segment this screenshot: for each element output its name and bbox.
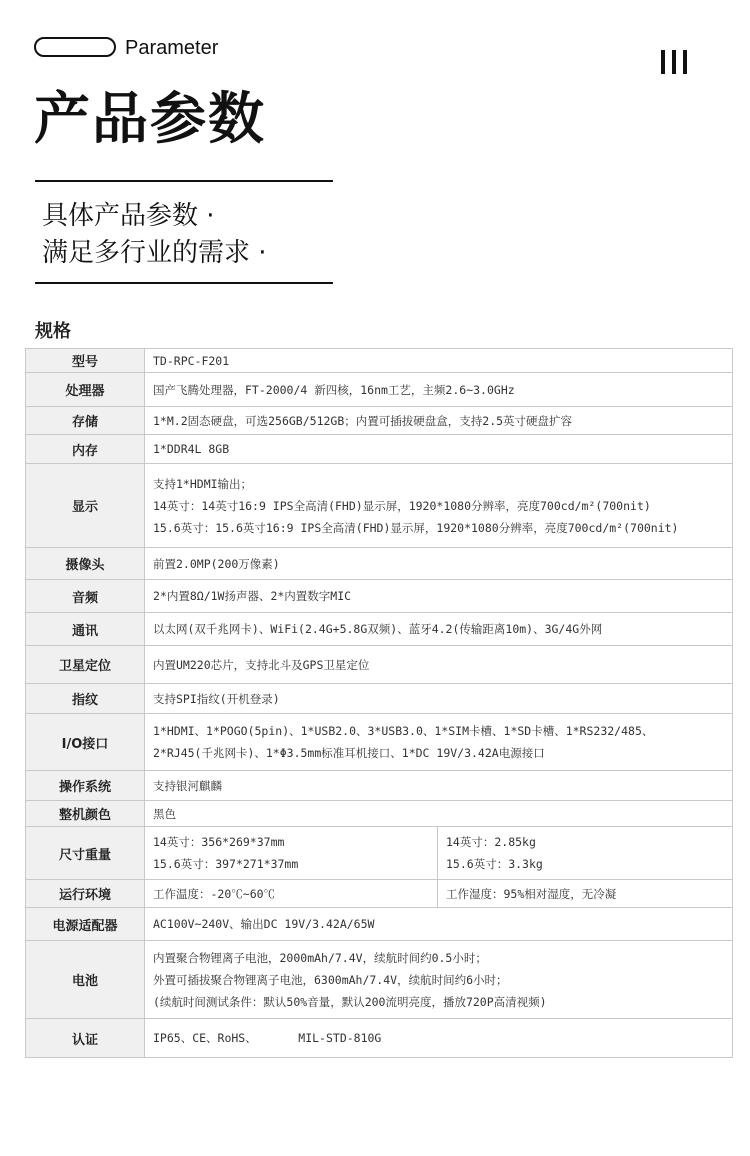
table-row	[26, 714, 733, 771]
spec-label: 尺寸重量	[26, 827, 145, 880]
table-row	[26, 827, 733, 880]
spec-value: 2*内置8Ω/1W扬声器、2*内置数字MIC	[145, 580, 733, 613]
spec-value: 以太网(双千兆网卡)、WiFi(2.4G+5.8G双频)、蓝牙4.2(传输距离10m)、3G/4G外网	[145, 613, 733, 646]
spec-label: 指纹	[26, 684, 145, 714]
spec-label: 电源适配器	[26, 908, 145, 941]
spec-value: 1*HDMI、1*POGO(5pin)、1*USB2.0、3*USB3.0、1*SIM卡槽、1*SD卡槽、1*RS232/485、 2*RJ45(千兆网卡)、1*Φ3.5mm标准耳机接口、1*DC 19V/3.42A电源接口	[145, 714, 733, 771]
table-row	[26, 613, 733, 646]
spec-value: TD-RPC-F201	[145, 349, 733, 373]
spec-value: 前置2.0MP(200万像素)	[145, 548, 733, 580]
table-row	[26, 880, 733, 908]
spec-label: 存储	[26, 407, 145, 435]
slogan-line-1: 具体产品参数 ·	[42, 201, 215, 231]
spec-value: 内置UM220芯片，支持北斗及GPS卫星定位	[145, 646, 733, 684]
table-row	[26, 941, 733, 1019]
slogan-line-2: 满足多行业的需求 ·	[42, 238, 267, 268]
spec-value-temperature: 工作温度：-20℃~60℃	[145, 880, 438, 908]
spec-label: 摄像头	[26, 548, 145, 580]
divider-top	[35, 180, 333, 182]
spec-value: 黑色	[145, 801, 733, 827]
spec-label: 卫星定位	[26, 646, 145, 684]
table-row	[26, 548, 733, 580]
table-row	[26, 908, 733, 941]
spec-label: 显示	[26, 464, 145, 548]
table-row	[26, 1019, 733, 1058]
spec-value: 国产飞腾处理器，FT-2000/4 新四核，16nm工艺，主频2.6~3.0GHz	[145, 373, 733, 407]
spec-value: AC100V~240V、输出DC 19V/3.42A/65W	[145, 908, 733, 941]
menu-bars-icon	[661, 50, 691, 74]
spec-value: 支持SPI指纹(开机登录)	[145, 684, 733, 714]
table-row	[26, 646, 733, 684]
spec-value: IP65、CE、RoHS、 MIL-STD-810G	[145, 1019, 733, 1058]
spec-table	[25, 348, 733, 1058]
spec-label: 音频	[26, 580, 145, 613]
spec-value-weight: 14英寸：2.85kg 15.6英寸：3.3kg	[438, 827, 733, 880]
spec-value-size: 14英寸：356*269*37mm 15.6英寸：397*271*37mm	[145, 827, 438, 880]
table-row	[26, 407, 733, 435]
divider-bottom	[35, 282, 333, 284]
spec-label: 运行环境	[26, 880, 145, 908]
spec-label: 认证	[26, 1019, 145, 1058]
table-row	[26, 771, 733, 801]
table-row	[26, 373, 733, 407]
page-title: 产品参数	[34, 87, 266, 152]
header-english-label: Parameter	[125, 37, 219, 59]
spec-label: 内存	[26, 435, 145, 464]
spec-value-humidity: 工作湿度：95%相对湿度，无冷凝	[438, 880, 733, 908]
table-row	[26, 580, 733, 613]
pill-outline-decoration	[34, 37, 116, 57]
section-title: 规格	[35, 321, 71, 342]
table-row	[26, 349, 733, 373]
spec-value: 内置聚合物锂离子电池，2000mAh/7.4V，续航时间约0.5小时； 外置可插拔聚合物锂离子电池，6300mAh/7.4V，续航时间约6小时； (续航时间测试条件：默认50%音量，默认200流明亮度，播放720P高清视频)	[145, 941, 733, 1019]
table-row	[26, 435, 733, 464]
table-row	[26, 464, 733, 548]
spec-label: I/O接口	[26, 714, 145, 771]
spec-label: 整机颜色	[26, 801, 145, 827]
spec-label: 型号	[26, 349, 145, 373]
spec-value: 支持银河麒麟	[145, 771, 733, 801]
spec-label: 通讯	[26, 613, 145, 646]
spec-value: 支持1*HDMI输出； 14英寸：14英寸16:9 IPS全高清(FHD)显示屏，1920*1080分辨率，亮度700cd/m²(700nit) 15.6英寸：15.6英寸16:9 IPS全高清(FHD)显示屏，1920*1080分辨率，亮度700cd/m²(700nit)	[145, 464, 733, 548]
spec-value: 1*DDR4L 8GB	[145, 435, 733, 464]
spec-label: 处理器	[26, 373, 145, 407]
spec-value: 1*M.2固态硬盘，可选256GB/512GB；内置可插拔硬盘盒，支持2.5英寸硬盘扩容	[145, 407, 733, 435]
spec-label: 操作系统	[26, 771, 145, 801]
table-row	[26, 801, 733, 827]
spec-label: 电池	[26, 941, 145, 1019]
table-row	[26, 684, 733, 714]
